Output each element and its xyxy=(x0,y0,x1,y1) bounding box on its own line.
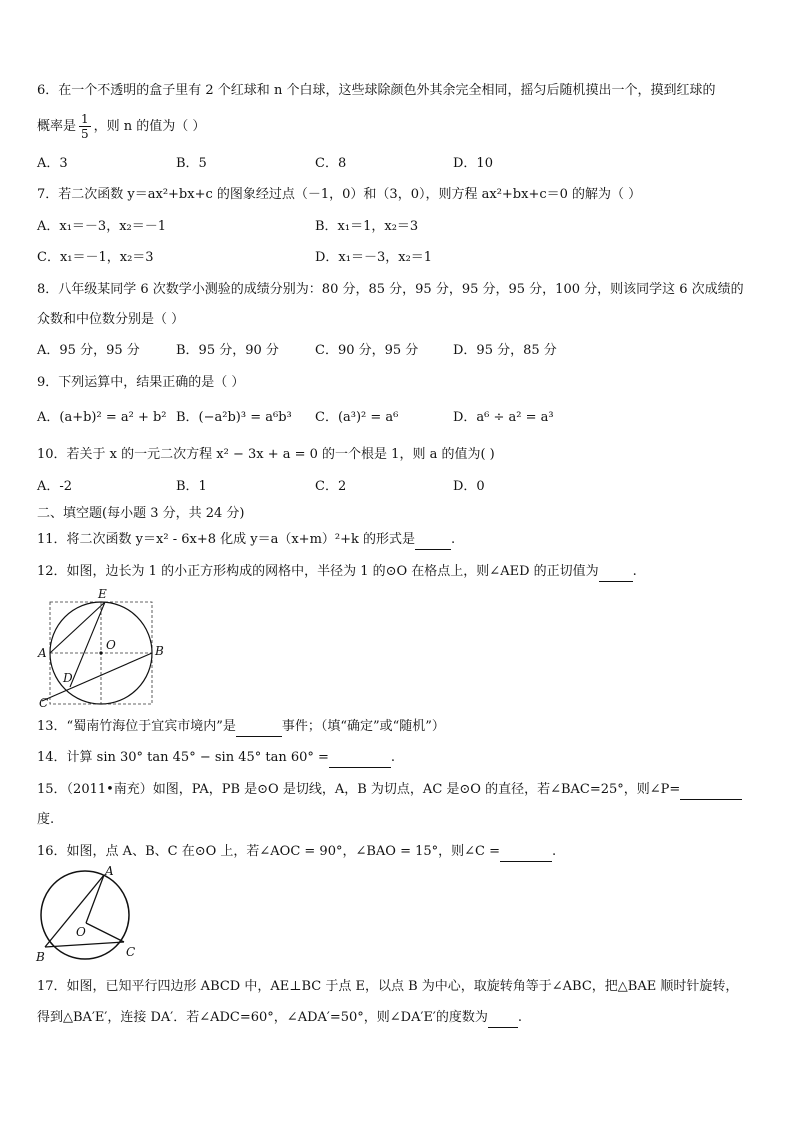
q7-option-a: A．x₁＝－3，x₂＝－1 xyxy=(37,219,167,234)
q9-option-c: C．(a³)² = a⁶ xyxy=(315,410,399,425)
answer-blank[interactable] xyxy=(236,718,282,737)
line-ab xyxy=(45,875,104,947)
q6-line2-prefix: 概率是 xyxy=(37,119,77,134)
section-header: 二、填空题(每小题 3 分，共 24 分) xyxy=(37,506,245,521)
line-bc xyxy=(45,942,124,947)
center-point xyxy=(99,651,102,654)
answer-blank[interactable] xyxy=(329,749,391,768)
q6-option-b: B．5 xyxy=(176,156,207,171)
answer-blank[interactable] xyxy=(415,531,451,550)
q12: 12．如图，边长为 1 的小正方形构成的网格中，半径为 1 的⊙O 在格点上，则∠AED 的正切值为 . xyxy=(37,563,637,582)
line-cb xyxy=(42,653,152,701)
q6-fraction xyxy=(79,112,91,141)
q13-text-end: 事件；（填“确定”或“随机”） xyxy=(281,719,445,734)
q6-option-d: D．10 xyxy=(453,156,493,171)
q8-option-c: C．90 分，95 分 xyxy=(315,343,419,358)
figure-12-circle-grid xyxy=(30,585,164,710)
q6-option-c: C．8 xyxy=(315,156,347,171)
q17-line2: 得到△BA′E′，连接 DA′．若∠ADC=60°，∠ADA′=50°，则∠DA′E′的度数为 . xyxy=(37,1009,522,1028)
q14-text: 14．计算 sin 30° tan 45° − sin 45° tan 60° = xyxy=(37,750,329,765)
q7-option-c: C．x₁＝－1，x₂＝3 xyxy=(37,250,154,265)
figure-16-circle xyxy=(32,865,147,965)
label-b: B xyxy=(155,644,164,658)
answer-blank[interactable] xyxy=(680,781,742,800)
line-ae xyxy=(50,602,105,653)
q10-option-c: C．2 xyxy=(315,479,347,494)
label-d: D xyxy=(63,671,73,685)
answer-blank[interactable] xyxy=(500,843,552,862)
q11: 11．将二次函数 y＝x² - 6x+8 化成 y＝a（x+m）²+k 的形式是 . xyxy=(37,531,455,550)
q8-line1: 8．八年级某同学 6 次数学小测验的成绩分别为：80 分，85 分，95 分，95 分，95 分，100 分，则该同学这 6 次成绩的 xyxy=(37,282,744,297)
q9-option-b: B．(−a²b)³ = a⁶b³ xyxy=(176,410,292,425)
q12-text: 12．如图，边长为 1 的小正方形构成的网格中，半径为 1 的⊙O 在格点上，则∠AED 的正切值为 xyxy=(37,564,599,579)
line-ed xyxy=(70,602,105,687)
line-oc xyxy=(86,923,124,942)
q10-stem: 10．若关于 x 的一元二次方程 x² − 3x + a = 0 的一个根是 1，则 a 的值为( ) xyxy=(37,447,495,462)
q6-line2-suffix: ，则 n 的值为（ ） xyxy=(93,119,206,134)
q15-text: 15．（2011•南充）如图，PA，PB 是⊙O 是切线，A，B 为切点，AC 是⊙O 的直径，若∠BAC=25°，则∠P= xyxy=(37,782,681,797)
label-o: O xyxy=(76,925,86,939)
q13 xyxy=(37,718,445,737)
q8-option-b: B．95 分，90 分 xyxy=(176,343,279,358)
q8-option-d: D．95 分，85 分 xyxy=(453,343,557,358)
q10-option-b: B．1 xyxy=(176,479,207,494)
label-a: A xyxy=(105,864,114,878)
q7-option-d: D．x₁＝－3，x₂＝1 xyxy=(315,250,433,265)
q15-line2: 度. xyxy=(37,812,55,827)
q8-line2: 众数和中位数分别是（ ） xyxy=(37,312,185,327)
q7-option-b: B．x₁＝1，x₂＝3 xyxy=(315,219,419,234)
q9-option-a: A．(a+b)² = a² + b² xyxy=(37,410,167,425)
q6-line2 xyxy=(37,112,205,141)
q14: 14．计算 sin 30° tan 45° − sin 45° tan 60° = . xyxy=(37,749,395,768)
label-c: C xyxy=(39,696,49,710)
q15-line1 xyxy=(37,781,742,800)
q10-option-a: A．-2 xyxy=(37,479,73,494)
q13-text: 13．“蜀南竹海位于宜宾市境内”是 xyxy=(37,719,236,734)
label-e: E xyxy=(98,587,107,601)
q9-stem: 9．下列运算中，结果正确的是（ ） xyxy=(37,375,245,390)
q9-option-d: D．a⁶ ÷ a² = a³ xyxy=(453,410,554,425)
label-a: A xyxy=(38,646,47,660)
line-ao xyxy=(86,875,104,923)
q8-option-a: A．95 分，95 分 xyxy=(37,343,140,358)
q16: 16．如图，点 A、B、C 在⊙O 上，若∠AOC = 90°，∠BAO = 15°，则∠C = . xyxy=(37,843,556,862)
q10-option-d: D．0 xyxy=(453,479,485,494)
frac-numerator: 1 xyxy=(81,112,89,126)
q7-stem: 7．若二次函数 y＝ax²+bx+c 的图象经过点（－1，0）和（3，0），则方程 ax²+bx+c＝0 的解为（ ） xyxy=(37,187,642,202)
q6-option-a: A．3 xyxy=(37,156,68,171)
answer-blank[interactable] xyxy=(599,563,633,582)
answer-blank[interactable] xyxy=(488,1009,518,1028)
q17-text: 得到△BA′E′，连接 DA′．若∠ADC=60°，∠ADA′=50°，则∠DA′E′的度数为 xyxy=(37,1010,488,1025)
label-o: O xyxy=(106,638,116,652)
q17-line1: 17．如图，已知平行四边形 ABCD 中，AE⊥BC 于点 E，以点 B 为中心，取旋转角等于∠ABC，把△BAE 顺时针旋转， xyxy=(37,979,739,994)
frac-denominator: 5 xyxy=(81,127,89,141)
label-c: C xyxy=(126,945,136,959)
q11-text: 11．将二次函数 y＝x² - 6x+8 化成 y＝a（x+m）²+k 的形式是 xyxy=(37,532,416,547)
q6-line1: 6．在一个不透明的盒子里有 2 个红球和 n 个白球，这些球除颜色外其余完全相同，摇匀后随机摸出一个，摸到红球的 xyxy=(37,83,716,98)
label-b: B xyxy=(36,950,45,964)
q16-text: 16．如图，点 A、B、C 在⊙O 上，若∠AOC = 90°，∠BAO = 15°，则∠C = xyxy=(37,844,501,859)
